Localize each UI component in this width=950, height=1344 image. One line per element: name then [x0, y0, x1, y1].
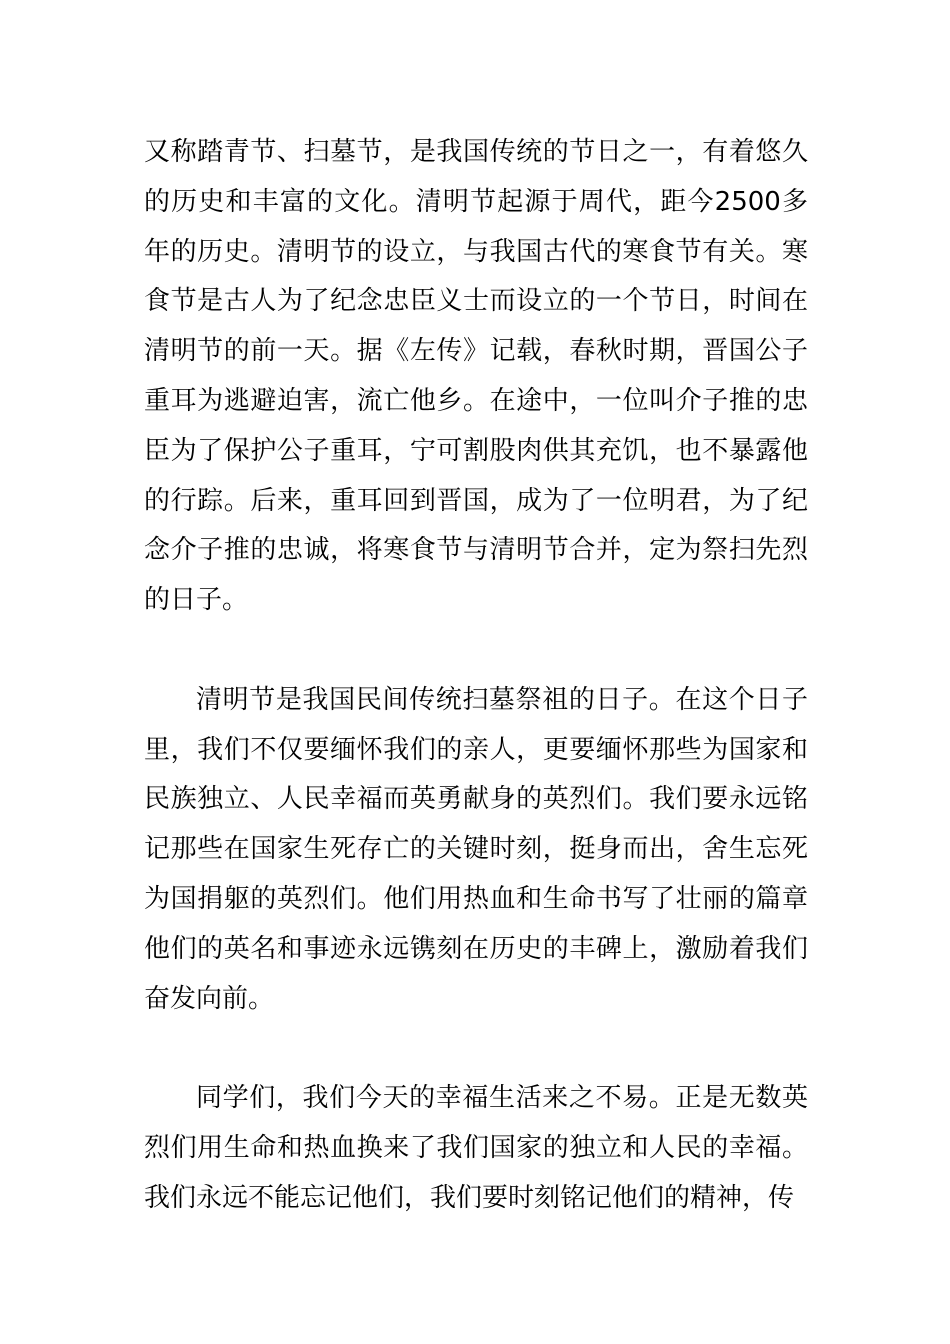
document-body — [144, 128, 808, 1224]
paragraph-3: 同学们，我们今天的幸福生活来之不易。正是无数英烈们用生命和热血换来了我们国家的独立和人民的幸福。我们永远不能忘记他们，我们要时刻铭记他们的精神，传 — [144, 1083, 808, 1213]
paragraph-gap — [144, 1024, 808, 1074]
paragraph-gap — [144, 626, 808, 676]
paragraph-1: 又称踏青节、扫墓节，是我国传统的节日之一，有着悠久的历史和丰富的文化。清明节起源于周代，距今2500多年的历史。清明节的设立，与我国古代的寒食节有关。寒食节是古人为了纪念忠臣义士而设立的一个节日，时间在清明节的前一天。据《左传》记载，春秋时期，晋国公子重耳为逃避迫害，流亡他乡。在途中，一位叫介子推的忠臣为了保护公子重耳，宁可割股肉供其充饥，也不暴露他的行踪。后来，重耳回到晋国，成为了一位明君，为了纪念介子推的忠诚，将寒食节与清明节合并，定为祭扫先烈的日子。 — [144, 137, 808, 616]
paragraph-2: 清明节是我国民间传统扫墓祭祖的日子。在这个日子里，我们不仅要缅怀我们的亲人，更要缅怀那些为国家和民族独立、人民幸福而英勇献身的英烈们。我们要永远铭记那些在国家生死存亡的关键时刻，挺身而出，舍生忘死为国捐躯的英烈们。他们用热血和生命书写了壮丽的篇章他们的英名和事迹永远镌刻在历史的丰碑上，激励着我们奋发向前。 — [144, 684, 808, 1014]
